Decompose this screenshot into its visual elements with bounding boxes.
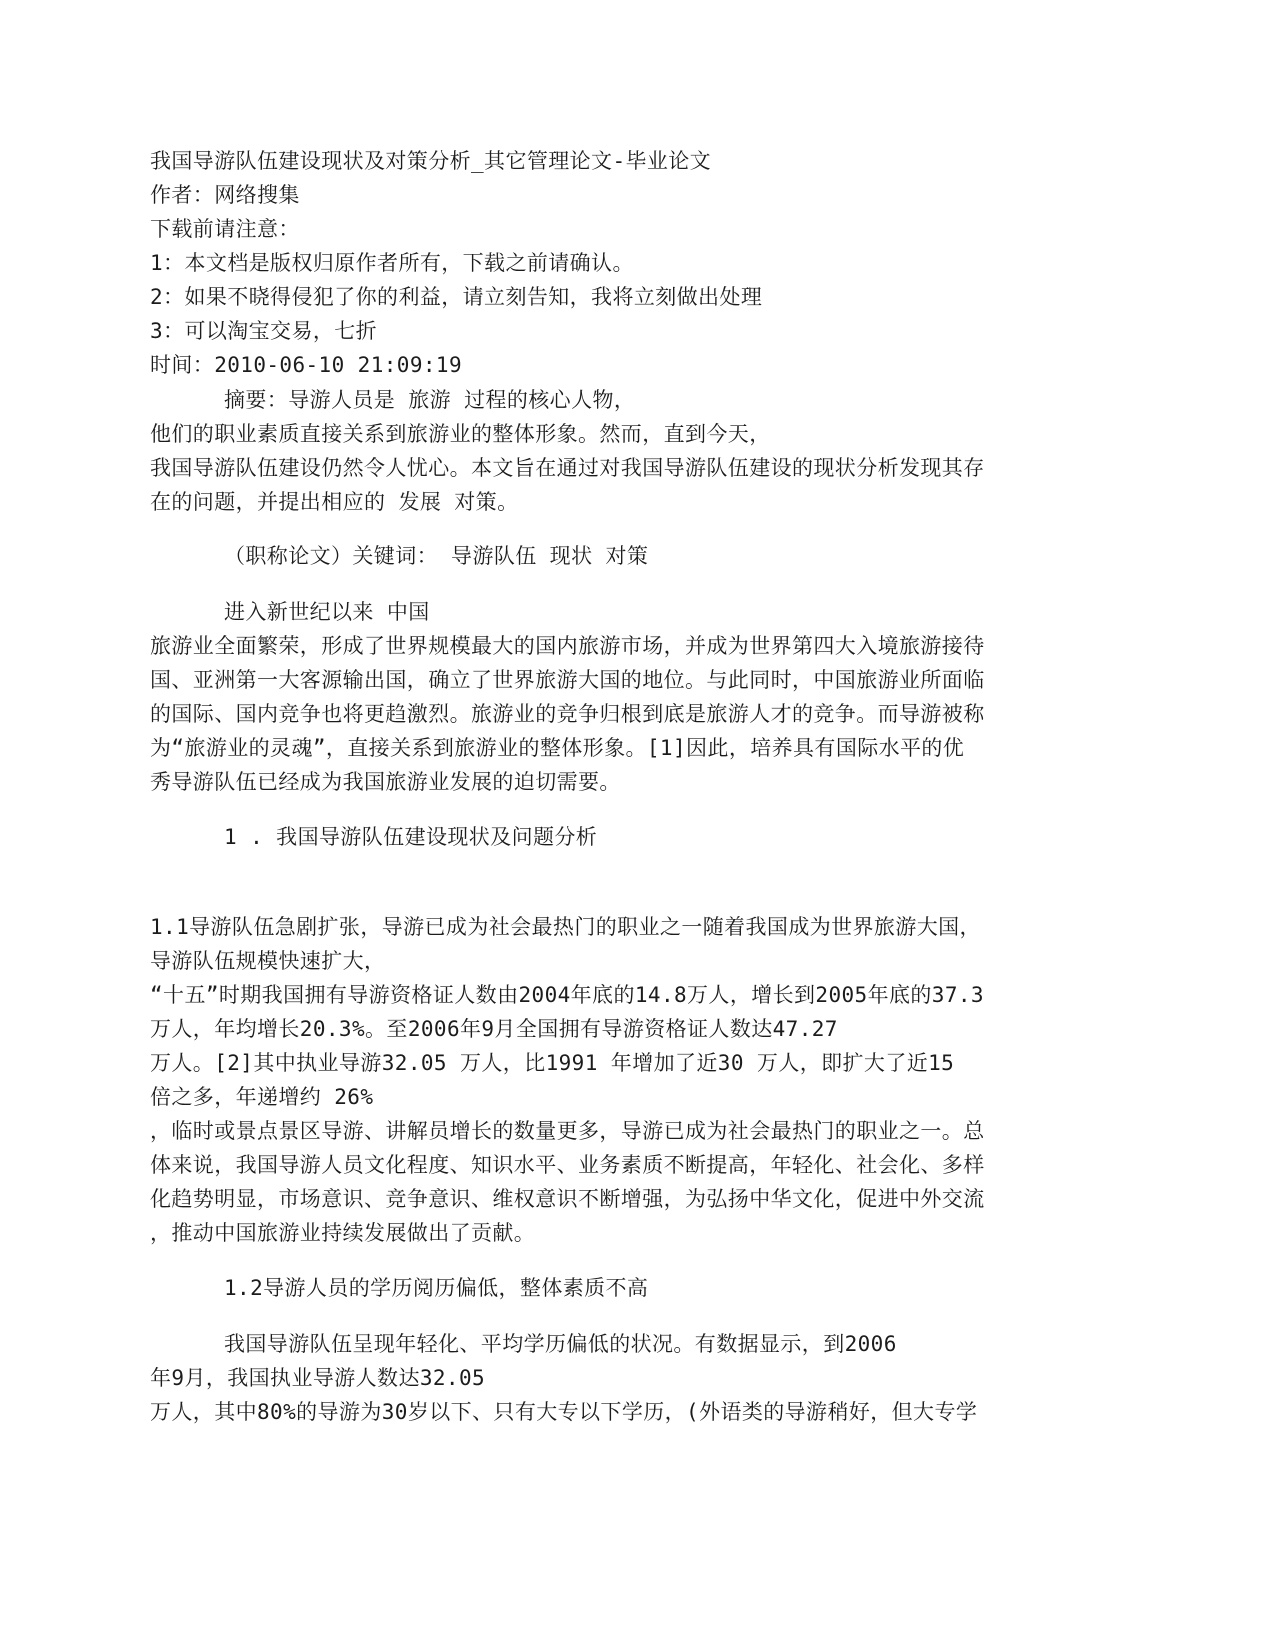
section-1-2-line: 我国导游队伍呈现年轻化、平均学历偏低的状况。有数据显示，到2006 bbox=[224, 1332, 897, 1356]
section-1-1-line: ，临时或景点景区导游、讲解员增长的数量更多，导游已成为社会最热门的职业之一。总 bbox=[150, 1119, 985, 1143]
intro-line: 旅游业全面繁荣，形成了世界规模最大的国内旅游市场，并成为世界第四大入境旅游接待 bbox=[150, 634, 985, 658]
notice-item-3: 3：可以淘宝交易，七折 bbox=[150, 319, 378, 343]
intro-line: 秀导游队伍已经成为我国旅游业发展的迫切需要。 bbox=[150, 770, 621, 794]
keywords-line: （职称论文）关键词： 导游队伍 现状 对策 bbox=[224, 544, 649, 568]
abstract-line: 他们的职业素质直接关系到旅游业的整体形象。然而，直到今天， bbox=[150, 422, 771, 446]
section-1-heading: 1 . 我国导游队伍建设现状及问题分析 bbox=[224, 825, 598, 849]
section-1-2-line: 年9月，我国执业导游人数达32.05 bbox=[150, 1366, 486, 1390]
intro-line: 进入新世纪以来 中国 bbox=[224, 600, 430, 624]
section-1-2-line: 万人，其中80%的导游为30岁以下、只有大专以下学历，(外语类的导游稍好，但大专学 bbox=[150, 1400, 978, 1424]
notice-heading: 下载前请注意： bbox=[150, 217, 300, 241]
section-1-1-line: 万人。[2]其中执业导游32.05 万人，比1991 年增加了近30 万人，即扩大了近15 bbox=[150, 1051, 955, 1075]
notice-item-2: 2：如果不晓得侵犯了你的利益，请立刻告知，我将立刻做出处理 bbox=[150, 285, 763, 309]
section-1-1-line: ，推动中国旅游业持续发展做出了贡献。 bbox=[150, 1221, 536, 1245]
intro-line: 为“旅游业的灵魂”，直接关系到旅游业的整体形象。[1]因此，培养具有国际水平的优 bbox=[150, 736, 965, 760]
section-1-1-line: 1.1导游队伍急剧扩张，导游已成为社会最热门的职业之一随着我国成为世界旅游大国， bbox=[150, 915, 981, 939]
section-1-1-line: 化趋势明显，市场意识、竞争意识、维权意识不断增强，为弘扬中华文化，促进中外交流 bbox=[150, 1187, 985, 1211]
author-line: 作者：网络搜集 bbox=[150, 183, 300, 207]
abstract-line: 摘要：导游人员是 旅游 过程的核心人物， bbox=[224, 388, 636, 412]
section-1-1-line: “十五”时期我国拥有导游资格证人数由2004年底的14.8万人，增长到2005年底的37.3 bbox=[150, 983, 984, 1007]
section-1-1-line: 导游队伍规模快速扩大， bbox=[150, 949, 386, 973]
section-1-1-line: 万人，年均增长20.3%。至2006年9月全国拥有导游资格证人数达47.27 bbox=[150, 1017, 838, 1041]
notice-item-1: 1：本文档是版权归原作者所有，下载之前请确认。 bbox=[150, 251, 634, 275]
abstract-line: 在的问题，并提出相应的 发展 对策。 bbox=[150, 490, 519, 514]
intro-line: 的国际、国内竞争也将更趋激烈。旅游业的竞争归根到底是旅游人才的竞争。而导游被称 bbox=[150, 702, 985, 726]
time-line: 时间：2010-06-10 21:09:19 bbox=[150, 353, 463, 377]
document-title: 我国导游队伍建设现状及对策分析_其它管理论文-毕业论文 bbox=[150, 149, 712, 173]
abstract-line: 我国导游队伍建设仍然令人忧心。本文旨在通过对我国导游队伍建设的现状分析发现其存 bbox=[150, 456, 985, 480]
section-1-1-line: 倍之多，年递增约 26% bbox=[150, 1085, 374, 1109]
section-1-1-line: 体来说，我国导游人员文化程度、知识水平、业务素质不断提高，年轻化、社会化、多样 bbox=[150, 1153, 985, 1177]
intro-line: 国、亚洲第一大客源输出国，确立了世界旅游大国的地位。与此同时，中国旅游业所面临 bbox=[150, 668, 985, 692]
section-1-2-heading: 1.2导游人员的学历阅历偏低，整体素质不高 bbox=[224, 1276, 649, 1300]
